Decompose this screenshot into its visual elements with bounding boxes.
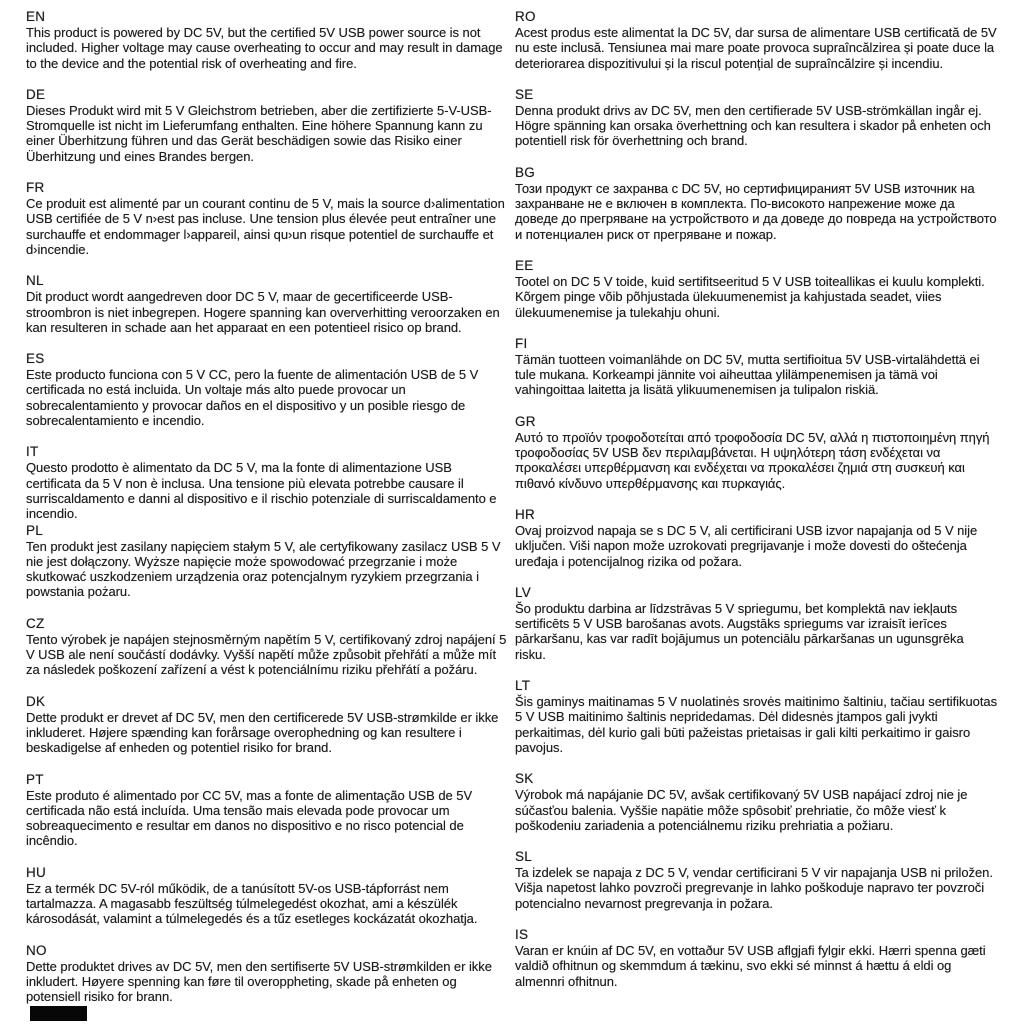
warning-text-bg: Този продукт се захранва с DC 5V, но сертифицираният 5V USB източник на захранване не е включен в комплекта. По-високото напрежение може да доведе до прегряване на устройството и да доведе до повреда на устройството и потенциален риск от прегряване и пожар. xyxy=(515,180,997,242)
language-code-is: IS xyxy=(515,926,529,942)
language-code-lv: LV xyxy=(515,584,531,600)
language-code-se: SE xyxy=(515,86,534,102)
warning-text-fr: Ce produit est alimenté par un courant continu de 5 V, mais la source d›alimentation USB certifiée de 5 V n›est pas incluse. Une tension plus élevée peut entraîner une surchauffe et endommager l›appareil, ainsi qu›un risque potentiel de surchauffe et d›incendie. xyxy=(26,196,505,257)
section-pt xyxy=(26,772,508,849)
language-code-nl: NL xyxy=(26,273,44,289)
language-code-hu: HU xyxy=(26,864,46,880)
warning-text-en: This product is powered by DC 5V, but the certified 5V USB power source is not included. Higher voltage may cause overheating to occur and may result in damage to the device and the potential risk of overheating and fire. xyxy=(26,25,503,71)
section-ee xyxy=(515,258,997,320)
section-es xyxy=(26,351,508,428)
warning-text-pt: Este produto é alimentado por CC 5V, mas a fonte de alimentação USB de 5V certificada não está incluída. Uma tensão mais elevada pode provocar um sobreaquecimento e resultar em danos no dispositivo e no risco potencial de incêndio. xyxy=(26,787,473,849)
section-lt xyxy=(515,678,997,755)
section-cz xyxy=(26,616,508,678)
section-de xyxy=(26,87,508,164)
section-is xyxy=(515,927,997,989)
warning-text-lt: Šis gaminys maitinamas 5 V nuolatinės srovės maitinimo šaltiniu, tačiau sertifikuotas 5 V USB maitinimo šaltinis nepridedamas. Dėl didesnės jtampos gali jvykti perkaitimas, dėl kurio gali būti pažeistas prietaisas ir gali kilti perkaitimo ir gaisro pavojus. xyxy=(515,694,998,755)
warning-text-es: Este producto funciona con 5 V CC, pero la fuente de alimentación USB de 5 V certificada no está incluida. Un voltaje más alto puede provocar un sobrecalentamiento y provocar daños en el dispositivo y un posible riesgo de sobrecalentamiento e incendio. xyxy=(26,367,479,429)
warning-text-hu: Ez a termék DC 5V-ról működik, de a tanúsított 5V-os USB-tápforrást nem tartalmazza. A magasabb feszültség túlmelegedést okozhat, ami a készülék károsodását, valamint a túlmelegedés és a tűz esetleges kockázatát okozhatja. xyxy=(26,880,478,927)
language-code-pt: PT xyxy=(26,771,44,787)
warning-text-no: Dette produktet drives av DC 5V, men den sertifiserte 5V USB-strømkilden er ikke inkludert. Høyere spenning kan føre til overoppheting, skade på enheten og potensiell risiko for brann. xyxy=(26,958,492,1005)
language-code-sl: SL xyxy=(515,849,532,865)
section-it xyxy=(26,444,508,521)
warning-text-gr: Αυτό το προϊόν τροφοδοτείται από τροφοδοσία DC 5V, αλλά η πιστοποιημένη πηγή τροφοδοσίας 5V USB δεν περιλαμβάνεται. Η υψηλότερη τάση ενδέχεται να προκαλέσει υπερθέρμανση και ενδέχεται να προκαλέσει ζημιά στη συσκευή και πιθανό κίνδυνο υπερθέρμανσης και πυρκαγιάς. xyxy=(515,429,990,491)
language-code-ee: EE xyxy=(515,257,534,273)
warning-text-fi: Tämän tuotteen voimanlähde on DC 5V, mutta sertifioitua 5V USB-virtalähdettä ei tule mukana. Korkeampi jännite voi aiheuttaa ylilämpenemisen ja tämä voi vahingoittaa laitetta ja lisätä ylikuumenemisen ja tulipalon riskiä. xyxy=(515,351,980,398)
language-code-fr: FR xyxy=(26,180,45,196)
warning-text-hr: Ovaj proizvod napaja se s DC 5 V, ali certificirani USB izvor napajanja od 5 V nije uključen. Viši napon može uzrokovati pregrijavanje i može dovesti do oštećenja uređaja i potencijalnog rizika od požara. xyxy=(515,522,978,569)
section-pl xyxy=(26,523,508,600)
section-fi xyxy=(515,336,997,398)
right-column xyxy=(515,9,997,1004)
language-code-bg: BG xyxy=(515,164,535,180)
language-code-fi: FI xyxy=(515,335,528,351)
language-code-dk: DK xyxy=(26,693,46,709)
section-se xyxy=(515,87,997,149)
language-code-hr: HR xyxy=(515,506,535,522)
section-nl xyxy=(26,273,508,335)
section-ro xyxy=(515,9,997,71)
section-dk xyxy=(26,694,508,756)
section-sl xyxy=(515,849,997,911)
section-bg xyxy=(515,165,997,242)
warning-text-pl: Ten produkt jest zasilany napięciem stałym 5 V, ale certyfikowany zasilacz USB 5 V nie jest dołączony. Wyższe napięcie może spowodować przegrzanie i może skutkować uszkodzeniem urządzenia oraz potencjalnym ryzykiem przegrzania i powstania pożaru. xyxy=(26,538,501,600)
section-gr xyxy=(515,414,997,491)
section-no xyxy=(26,943,508,1005)
warning-text-de: Dieses Produkt wird mit 5 V Gleichstrom betrieben, aber die zertifizierte 5-V-USB-Stromquelle ist nicht im Lieferumfang enthalten. Eine höhere Spannung kann zu einer Überhitzung führen und das Gerät beschädigen sowie das Risiko einer Überhitzung und eines Brandes bergen. xyxy=(26,102,492,164)
warning-text-sk: Výrobok má napájanie DC 5V, avšak certifikovaný 5V USB napájací zdroj nie je súčasťou balenia. Vyššie napätie môže spôsobiť prehriatie, čo môže viesť k poškodeniu zariadenia a potenciálnemu riziku prehriatia a požiaru. xyxy=(515,787,968,833)
warning-text-ro: Acest produs este alimentat la DC 5V, dar sursa de alimentare USB certificată de 5V nu este inclusă. Tensiunea mai mare poate provoca supraîncălzirea și poate duce la deteriorarea dispozitivului și la riscul potențial de supraîncălzire și incendiu. xyxy=(515,25,997,71)
warning-text-nl: Dit product wordt aangedreven door DC 5 V, maar de gecertificeerde USB-stroombron is niet inbegrepen. Hogere spanning kan oververhitting veroorzaken en kan resulteren in schade aan het apparaat en een potentieel risico op brand. xyxy=(26,289,500,335)
language-code-es: ES xyxy=(26,351,45,367)
page-edge-mark xyxy=(30,1006,87,1021)
left-column xyxy=(26,9,508,1004)
language-code-cz: CZ xyxy=(26,615,45,631)
language-code-no: NO xyxy=(26,942,47,958)
language-code-sk: SK xyxy=(515,771,534,787)
warning-text-dk: Dette produkt er drevet af DC 5V, men den certificerede 5V USB-strømkilde er ikke inkluderet. Højere spænding kan forårsage overophedning og kan resultere i beskadigelse af enheden og potentiel risiko for brand. xyxy=(26,709,499,756)
language-code-it: IT xyxy=(26,444,39,460)
language-code-en: EN xyxy=(26,9,46,24)
warning-text-sl: Ta izdelek se napaja z DC 5 V, vendar certificirani 5 V vir napajanja USB ni priložen. Višja napetost lahko povzroči pregrevanje in lahko poškoduje napravo ter povzroči potencialno nevarnost pregrevanja in požara. xyxy=(515,865,993,911)
warning-text-se: Denna produkt drivs av DC 5V, men den certifierade 5V USB-strömkällan ingår ej. Högre spänning kan orsaka överhettning och kan resultera i skador på enheten och potentiell risk för överhettning och brand. xyxy=(515,102,991,149)
warning-text-is: Varan er knúin af DC 5V, en vottaður 5V USB aflgjafi fylgir ekki. Hærri spenna gæti valdið ofhitnun og skemmdum á tækinu, svo ekki sé minnst á hættu á eldi og almennri ofhitnun. xyxy=(515,942,986,989)
warning-text-cz: Tento výrobek je napájen stejnosměrným napětím 5 V, certifikovaný zdroj napájení 5 V USB ale není součástí dodávky. Vyšší napětí může způsobit přehřátí a může mít za následek poškození zařízení a vést k potenciálnímu riziku přehřátí a požáru. xyxy=(26,631,507,678)
section-fr xyxy=(26,180,508,257)
section-sk xyxy=(515,771,997,833)
section-en xyxy=(26,9,508,71)
language-code-de: DE xyxy=(26,86,46,102)
language-code-pl: PL xyxy=(26,522,43,538)
section-hr xyxy=(515,507,997,569)
section-lv xyxy=(515,585,997,662)
warning-text-it: Questo prodotto è alimentato da DC 5 V, ma la fonte di alimentazione USB certificata da 5 V non è inclusa. Una tensione più elevata potrebbe causare il surriscaldamento e danni al dispositivo e il rischio potenziale di surriscaldamento e incendio. xyxy=(26,460,497,522)
warning-text-lv: Šo produktu darbina ar līdzstrāvas 5 V spriegumu, bet komplektā nav iekļauts sertificēts 5 V USB barošanas avots. Augstāks spriegums var izraisīt ierīces pārkaršanu, kas var radīt bojājumus un potenciālu pārkaršanas un ugunsgrēka risku. xyxy=(515,600,964,662)
warning-text-ee: Tootel on DC 5 V toide, kuid sertifitseeritud 5 V USB toiteallikas ei kuulu komplekti. Kõrgem pinge võib põhjustada ülekuumenemist ja kahjustada seadet, viies ülekuumenemise ja tulekahju ohuni. xyxy=(515,273,985,320)
language-code-lt: LT xyxy=(515,678,531,694)
language-code-gr: GR xyxy=(515,413,536,429)
language-code-ro: RO xyxy=(515,9,536,24)
section-hu xyxy=(26,865,508,927)
